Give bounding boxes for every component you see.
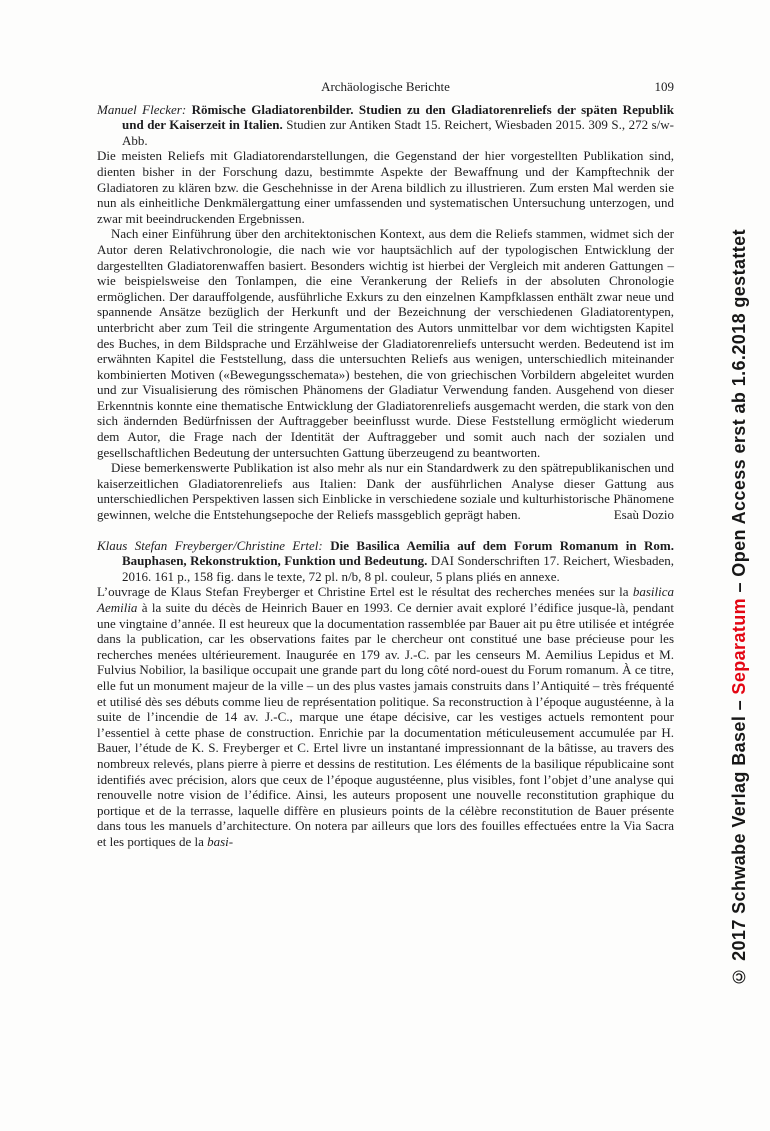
review-title: Römische Gladiatorenbilder. Studien zu den Gladiatorenreliefs der späten Republik und der Kaiserzeit in Italien.: [122, 101, 674, 133]
page-number: 109: [654, 79, 674, 94]
copyright-suffix: – Open Access erst ab 1.6.2018 gestattet: [729, 229, 749, 598]
review-heading: [97, 102, 674, 149]
separatum-label: Separatum: [729, 597, 749, 695]
text-run: L’ouvrage de Klaus Stefan Freyberger et Christine Ertel est le résultat des recherches menées sur la: [97, 584, 633, 600]
review-heading: [97, 538, 674, 585]
review-section: [97, 538, 674, 850]
text-run: Die meisten Reliefs mit Gladiatorendarstellungen, die Gegenstand der hier vorgestellten Publikation sind, dienten bisher in der Forschung dazu, bestimmte Aspekte der Bewaffnung und der Kampftechnik der Gladiatoren zu klären bzw. die Geschehnisse in der Arena bildlich zu illustrieren. Zum ersten Mal werden sie nun als einheitliche Denkmälergattung einer umfassenden und systematischen Untersuchung unterzogen, und zwar mit beeindruckenden Ergebnissen.: [97, 148, 674, 226]
copyright-sidebar: [728, 229, 750, 987]
review-author: Klaus Stefan Freyberger/Christine Ertel:: [97, 537, 331, 553]
text-run: Nach einer Einführung über den architektonischen Kontext, aus dem die Reliefs stammen, widmet sich der Autor deren Relativchronologie, die nach wie vor hauptsächlich auf der typologischen Entwicklung der dargestellten Gladiatorenwaffen basiert. Besonders wichtig ist hierbei der Vergleich mit anderen Gattungen – wie beispielsweise den Tonlampen, die eine Verankerung der Reliefs in der absoluten Chronologie ermöglichen. Der darauffolgende, ausführliche Exkurs zu den einzelnen Kampfklassen enthält zwar neue und spannende Ansätze bezüglich der Herkunft und der Bezeichnung der verschiedenen Gladiatorentypen, unterbricht aber zum Teil die stringente Argumentation des Autors unmittelbar vor dem wichtigsten Kapitel des Buches, in dem Bildsprache und Erzählweise der Gladiatorenreliefs untersucht werden. Bedeutend ist im erwähnten Kapitel die Feststellung, dass die untersuchten Reliefs aus wenigen, unterschiedlich miteinander kombinierten Motiven («Bewegungsschemata») bestehen, die von griechischen Vorbildern abgeleitet wurden und zur Visualisierung des römischen Phänomens der Gladiatur Verwendung fanden. Ausgehend von dieser Erkenntnis konnte eine thematische Entwicklung der Gladiatorenreliefs ausgemacht werden, die stark von den sich ändernden Bedürfnissen der Auftraggeber beeinflusst wurde. Diese Feststellung ermöglicht wiederum dem Autor, die Frage nach der Identität der Auftraggeber und somit auch nach der sozialen und gesellschaftlichen Bedeutung der untersuchten Gattung überzeugend zu beantworten.: [97, 226, 674, 460]
reviewer-name: Esaù Dozio: [613, 507, 674, 523]
paragraph: [97, 148, 674, 226]
italic-phrase: basi-: [207, 833, 234, 849]
review-author: Manuel Flecker:: [97, 101, 192, 117]
text-run: à la suite du décès de Heinrich Bauer en 1993. Ce dernier avait exploré l’édifice jusque-là, pendant une vingtaine d’année. Il est heureux que la documentation rassemblée par Bauer ait pu être utilisée et intégrée dans la publication, car les observations faites par le chercheur ont constitué une base précieuse pour les recherches menées ultérieurement. Inaugurée en 179 av. J.-C. par les censeurs M. Aemilius Lepidus et M. Fulvius Nobilior, la basilique occupait une grande part du long côté nord-ouest du Forum romanum. À ce titre, elle fut un monument majeur de la ville – un des plus vastes jamais construits dans l’Antiquité – très fréquenté et utilisé dès ses débuts comme lieu de représentation politique. Sa reconstruction à l’époque augustéenne, à la suite de l’incendie de 14 av. J.-C., marque une étape décisive, car les vestiges actuels remontent pour l’essentiel à cette phase de construction. Enrichie par la documentation méticuleusement accumulée par H. Bauer, l’étude de K. S. Freyberger et C. Ertel livre un instantané impressionnant de la bâtisse, au travers des nombreux relevés, plans pierre à pierre et dessins de restitution. Les éléments de la basilique républicaine sont identifiés avec précision, alors que ceux de l’époque augustéenne, plus visibles, font l’objet d’une analyse qui renouvelle notre vision de l’édifice. Ainsi, les auteurs proposent une nouvelle reconstitution graphique du portique et de la terrasse, laquelle diffère en plusieurs points de la célèbre reconstitution de Bauer présente dans tous les manuels d’architecture. On notera par ailleurs que lors des fouilles effectuées entre la Via Sacra et les portiques de la: [97, 600, 674, 849]
journal-title: Archäologische Berichte: [321, 79, 450, 94]
review-imprint: DAI Sonderschriften 17. Reichert, Wiesbaden, 2016. 161 p., 158 fig. dans le texte, 72 pl. n/b, 8 pl. couleur, 5 plans pliés en annexe.: [122, 553, 674, 584]
page-content: [97, 79, 674, 850]
review-title: Die Basilica Aemilia auf dem Forum Romanum in Rom. Bauphasen, Rekonstruktion, Funktion und Bedeutung.: [122, 537, 674, 569]
paragraph: [97, 460, 674, 522]
review-imprint: Studien zur Antiken Stadt 15. Reichert, Wiesbaden 2015. 309 S., 272 s/w-Abb.: [122, 117, 674, 148]
italic-phrase: basilica Aemilia: [97, 584, 674, 615]
reviews-container: [97, 102, 674, 850]
page-header: [97, 79, 674, 95]
copyright-prefix: © 2017 Schwabe Verlag Basel –: [729, 694, 749, 987]
paragraph: [97, 226, 674, 460]
paragraph: [97, 584, 674, 849]
text-run: Diese bemerkenswerte Publikation ist also mehr als nur ein Standardwerk zu den spätrepublikanischen und kaiserzeitlichen Gladiatorenreliefs aus Italien: Dank der ausführlichen Analyse dieser Gattung aus unterschiedlichen Perspektiven lassen sich Einblicke in verschiedene soziale und kulturhistorische Phänomene gewinnen, welche die Entstehungsepoche der Reliefs massgeblich geprägt haben.: [97, 460, 674, 523]
review-section: [97, 102, 674, 523]
